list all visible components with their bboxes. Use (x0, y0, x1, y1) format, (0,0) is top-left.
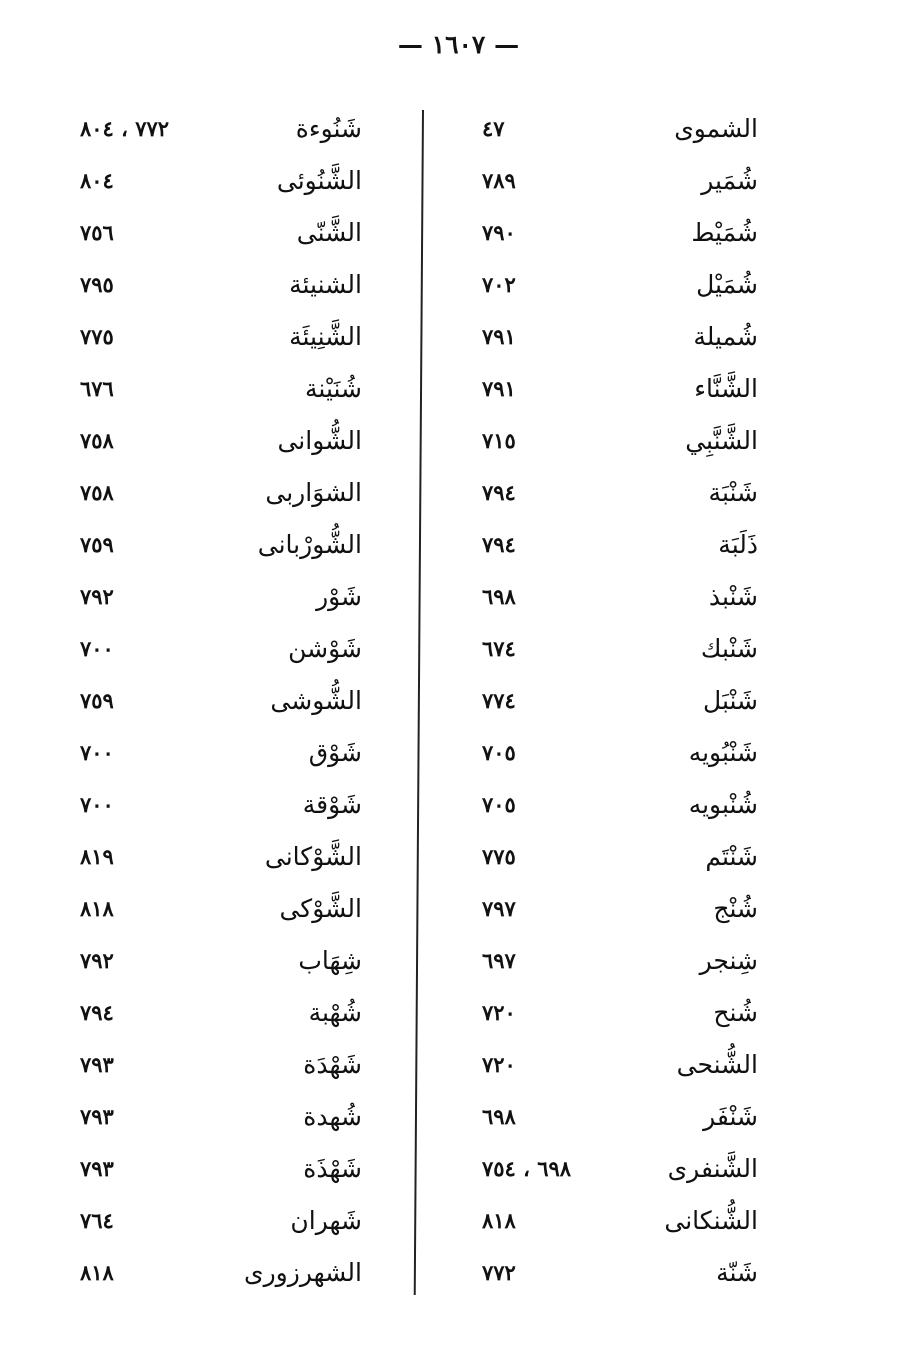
index-entry (72, 883, 392, 935)
entry-name: الشهرزورى (244, 1258, 362, 1287)
index-entry (72, 103, 392, 155)
entry-name: شَنْبذ (708, 582, 758, 611)
entry-page-ref: ٧٨٩ (482, 168, 516, 193)
entry-name: شَنْبَل (703, 686, 758, 715)
index-entry (466, 571, 766, 623)
index-entry (466, 259, 766, 311)
entry-name: شَنْبَة (708, 478, 758, 507)
index-entry (466, 779, 766, 831)
entry-page-ref: ٧٩٥ (80, 272, 114, 297)
entry-page-ref: ٧٩٣ (80, 1156, 114, 1181)
index-entry (466, 1195, 766, 1247)
index-entry (466, 103, 766, 155)
entry-page-ref: ٨١٨ (80, 896, 114, 921)
index-entry (72, 207, 392, 259)
entry-page-ref: ٧٢٠ (482, 1000, 516, 1025)
index-entry (466, 1247, 766, 1299)
index-entry (72, 1143, 392, 1195)
index-entry (466, 727, 766, 779)
entry-name: الشَّنَّاء (694, 374, 758, 403)
entry-name: الشُّورْبانى (257, 530, 362, 559)
entry-page-ref: ٧٩٤ (80, 1000, 114, 1025)
entry-page-ref: ٧٧٢ ، ٨٠٤ (80, 116, 170, 141)
entry-name: الشُّنحى (676, 1050, 758, 1079)
entry-page-ref: ٧٧٤ (482, 688, 516, 713)
left-index-column (72, 103, 392, 1299)
entry-name: شَنْفَر (703, 1102, 758, 1131)
entry-page-ref: ٧١٥ (482, 428, 516, 453)
index-entry (72, 675, 392, 727)
entry-page-ref: ٧٩٤ (482, 480, 516, 505)
page-number: — ١٦٠٧ — (397, 30, 520, 59)
index-entry (72, 935, 392, 987)
entry-name: الشَّنَّبِي (685, 426, 758, 455)
entry-name: شُمَيْل (696, 270, 758, 299)
index-entry (72, 259, 392, 311)
entry-page-ref: ٧٧٥ (80, 324, 114, 349)
entry-page-ref: ٧٩٢ (80, 584, 114, 609)
entry-page-ref: ٧٠٠ (80, 740, 114, 765)
entry-name: الشُّوانى (277, 426, 362, 455)
right-index-column (466, 103, 766, 1299)
index-entry (72, 1195, 392, 1247)
entry-name: شَوْق (308, 738, 362, 767)
entry-page-ref: ٧٧٢ (482, 1260, 516, 1285)
index-entry (72, 519, 392, 571)
entry-page-ref: ٧٩٧ (482, 896, 516, 921)
entry-page-ref: ٧٧٥ (482, 844, 516, 869)
entry-name: شَوْشن (288, 634, 362, 663)
entry-page-ref: ٧٥٩ (80, 688, 114, 713)
index-entry (72, 155, 392, 207)
entry-name: شُهدة (303, 1102, 362, 1131)
index-entry (466, 831, 766, 883)
index-entry (466, 883, 766, 935)
index-entry (466, 1039, 766, 1091)
entry-page-ref: ٦٧٦ (80, 376, 114, 401)
index-entry (72, 1039, 392, 1091)
entry-page-ref: ٧٥٩ (80, 532, 114, 557)
entry-page-ref: ٦٧٤ (482, 636, 516, 661)
entry-name: الشَّنّى (296, 218, 362, 247)
entry-name: شِهَاب (298, 946, 362, 975)
index-entry (466, 519, 766, 571)
entry-name: الشَّنُوئى (276, 166, 362, 195)
index-entry (466, 467, 766, 519)
entry-name: ذَلَبَة (718, 530, 758, 559)
index-entry (72, 363, 392, 415)
index-entry (466, 363, 766, 415)
entry-page-ref: ٧٩٢ (80, 948, 114, 973)
entry-name: شُنْج (713, 894, 758, 923)
entry-name: شُنَيْنة (305, 374, 362, 403)
entry-name: الشَّوْكى (279, 894, 362, 923)
entry-name: الشَّنِيئَة (289, 322, 362, 351)
index-entry (72, 831, 392, 883)
entry-name: شَنْبُويه (688, 738, 758, 767)
index-entry (72, 727, 392, 779)
entry-page-ref: ٧٠٥ (482, 740, 516, 765)
index-entry (72, 1247, 392, 1299)
entry-page-ref: ٧٠٠ (80, 792, 114, 817)
index-entry (72, 987, 392, 1039)
entry-name: شَنْتَم (705, 842, 758, 871)
index-entry (72, 779, 392, 831)
index-entry (466, 1143, 766, 1195)
entry-page-ref: ٨١٨ (80, 1260, 114, 1285)
entry-page-ref: ٧٩١ (482, 376, 516, 401)
entry-page-ref: ٦٩٨ ، ٧٥٤ (482, 1156, 572, 1181)
entry-name: الشَّوْكانى (264, 842, 362, 871)
entry-name: الشَّنفرى (667, 1154, 758, 1183)
entry-name: شَوْقة (302, 790, 362, 819)
index-entry (466, 987, 766, 1039)
index-entry (466, 623, 766, 675)
index-entry (466, 207, 766, 259)
entry-name: شَهْذَة (303, 1154, 362, 1183)
entry-name: شُهْبة (308, 998, 362, 1027)
entry-page-ref: ٧٠٢ (482, 272, 516, 297)
entry-name: شَنُوءة (295, 114, 362, 143)
column-divider (414, 110, 424, 1295)
entry-name: شُمَير (701, 166, 758, 195)
index-entry (72, 311, 392, 363)
entry-page-ref: ٨١٩ (80, 844, 114, 869)
entry-page-ref: ٧٩٠ (482, 220, 516, 245)
entry-page-ref: ٤٧ (482, 116, 505, 141)
entry-page-ref: ٧٥٨ (80, 480, 114, 505)
entry-name: الشُّوشى (270, 686, 362, 715)
entry-name: شِنجر (699, 946, 758, 975)
index-entry (72, 571, 392, 623)
entry-name: شُنح (713, 998, 758, 1027)
index-entry (72, 415, 392, 467)
entry-name: الشوَاربى (265, 478, 362, 507)
entry-name: شَوْر (316, 582, 362, 611)
entry-page-ref: ٧٢٠ (482, 1052, 516, 1077)
entry-page-ref: ٧٩١ (482, 324, 516, 349)
entry-page-ref: ٧٠٠ (80, 636, 114, 661)
entry-name: شَنْبك (700, 634, 758, 663)
entry-name: شَنّة (716, 1258, 758, 1287)
entry-name: شُنْبويه (688, 790, 758, 819)
entry-name: شُمَيْط (691, 218, 758, 247)
entry-page-ref: ٧٥٨ (80, 428, 114, 453)
entry-page-ref: ٧٩٣ (80, 1104, 114, 1129)
entry-page-ref: ٧٥٦ (80, 220, 114, 245)
index-entry (72, 623, 392, 675)
entry-name: شَهْدَة (303, 1050, 362, 1079)
entry-page-ref: ٨٠٤ (80, 168, 114, 193)
entry-page-ref: ٧٩٤ (482, 532, 516, 557)
entry-page-ref: ٦٩٧ (482, 948, 516, 973)
index-entry (466, 311, 766, 363)
index-entry (72, 467, 392, 519)
index-entry (466, 1091, 766, 1143)
entry-page-ref: ٦٩٨ (482, 584, 516, 609)
entry-page-ref: ٦٩٨ (482, 1104, 516, 1129)
entry-page-ref: ٨١٨ (482, 1208, 516, 1233)
index-entry (466, 415, 766, 467)
entry-name: الشموى (674, 114, 758, 143)
entry-page-ref: ٧٦٤ (80, 1208, 114, 1233)
entry-page-ref: ٧٠٥ (482, 792, 516, 817)
entry-name: شُميلة (693, 322, 758, 351)
index-entry (466, 155, 766, 207)
index-entry (466, 935, 766, 987)
entry-name: الشنيئة (289, 270, 362, 299)
index-entry (466, 675, 766, 727)
entry-page-ref: ٧٩٣ (80, 1052, 114, 1077)
index-entry (72, 1091, 392, 1143)
entry-name: الشُّنكانى (664, 1206, 758, 1235)
entry-name: شَهران (290, 1206, 362, 1235)
